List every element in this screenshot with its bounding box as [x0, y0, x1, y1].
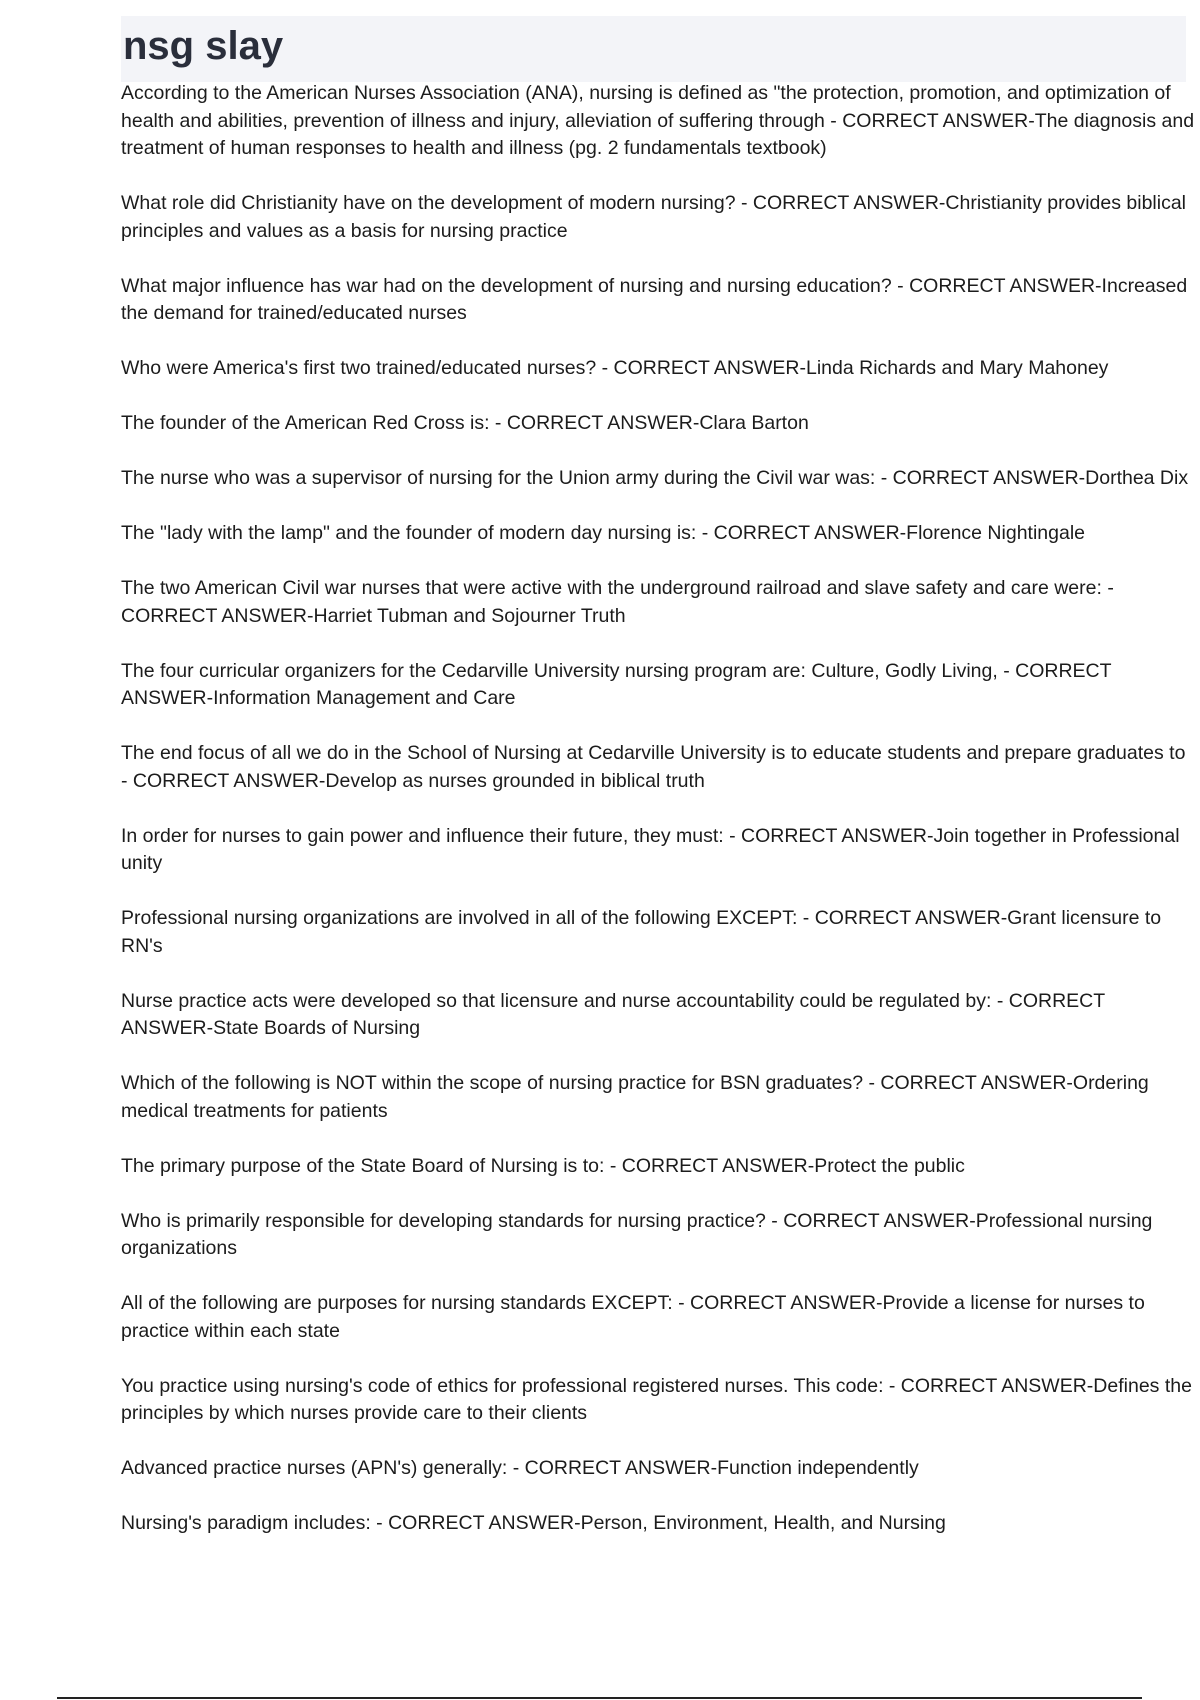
qa-item: Who were America's first two trained/educated nurses? - CORRECT ANSWER-Linda Richards and Mary Mahoney — [121, 357, 1109, 379]
qa-item: The nurse who was a supervisor of nursing for the Union army during the Civil war was: - CORRECT ANSWER-Dorthea Dix — [121, 467, 1189, 489]
qa-item: The four curricular organizers for the Cedarville University nursing program are: Culture, Godly Living, - CORRECT ANSWER-Information Management and Care — [121, 659, 1112, 709]
qa-item: Nursing's paradigm includes: - CORRECT ANSWER-Person, Environment, Health, and Nursing — [121, 1512, 946, 1534]
qa-list — [121, 80, 1196, 1565]
qa-item: Nurse practice acts were developed so that licensure and nurse accountability could be regulated by: - CORRECT ANSWER-State Boards of Nursing — [121, 989, 1105, 1039]
qa-item: Who is primarily responsible for developing standards for nursing practice? - CORRECT ANSWER-Professional nursing organizations — [121, 1209, 1153, 1259]
qa-item: Advanced practice nurses (APN's) generally: - CORRECT ANSWER-Function independently — [121, 1457, 919, 1479]
title-banner — [121, 16, 1186, 82]
qa-item: All of the following are purposes for nursing standards EXCEPT: - CORRECT ANSWER-Provide a license for nurses to practice within each state — [121, 1292, 1145, 1342]
qa-item: The two American Civil war nurses that were active with the underground railroad and slave safety and care were: - CORRECT ANSWER-Harriet Tubman and Sojourner Truth — [121, 577, 1114, 627]
qa-item: You practice using nursing's code of ethics for professional registered nurses. This code: - CORRECT ANSWER-Defines the principles by which nurses provide care to their clients — [121, 1374, 1192, 1424]
qa-item: The founder of the American Red Cross is: - CORRECT ANSWER-Clara Barton — [121, 412, 809, 434]
qa-item: Which of the following is NOT within the scope of nursing practice for BSN graduates? - CORRECT ANSWER-Ordering medical treatments for patients — [121, 1072, 1149, 1122]
qa-item: The primary purpose of the State Board of Nursing is to: - CORRECT ANSWER-Protect the public — [121, 1154, 965, 1177]
qa-item: What role did Christianity have on the development of modern nursing? - CORRECT ANSWER-Christianity provides biblical principles and values as a basis for nursing practice — [121, 192, 1187, 242]
footer-divider — [57, 1697, 1142, 1699]
qa-item: The end focus of all we do in the School of Nursing at Cedarville University is to educate students and prepare graduates to - CORRECT ANSWER-Develop as nurses grounded in biblical truth — [121, 742, 1186, 792]
document-title: nsg slay — [123, 24, 284, 68]
qa-item: According to the American Nurses Association (ANA), nursing is defined as "the protection, promotion, and optimization of health and abilities, prevention of illness and injury, alleviation of suffering through - CORRECT ANSWER-The diagnosis and treatment of human responses to health and illness (pg. 2 fundamentals textbook) — [121, 82, 1195, 159]
qa-item: Professional nursing organizations are involved in all of the following EXCEPT: - CORRECT ANSWER-Grant licensure to RN's — [121, 907, 1162, 957]
qa-item: In order for nurses to gain power and influence their future, they must: - CORRECT ANSWER-Join together in Professional unity — [121, 824, 1180, 874]
qa-item: The "lady with the lamp" and the founder of modern day nursing is: - CORRECT ANSWER-Florence Nightingale — [121, 522, 1086, 544]
qa-item: What major influence has war had on the development of nursing and nursing education? - CORRECT ANSWER-Increased the demand for trained/educated nurses — [121, 274, 1188, 324]
